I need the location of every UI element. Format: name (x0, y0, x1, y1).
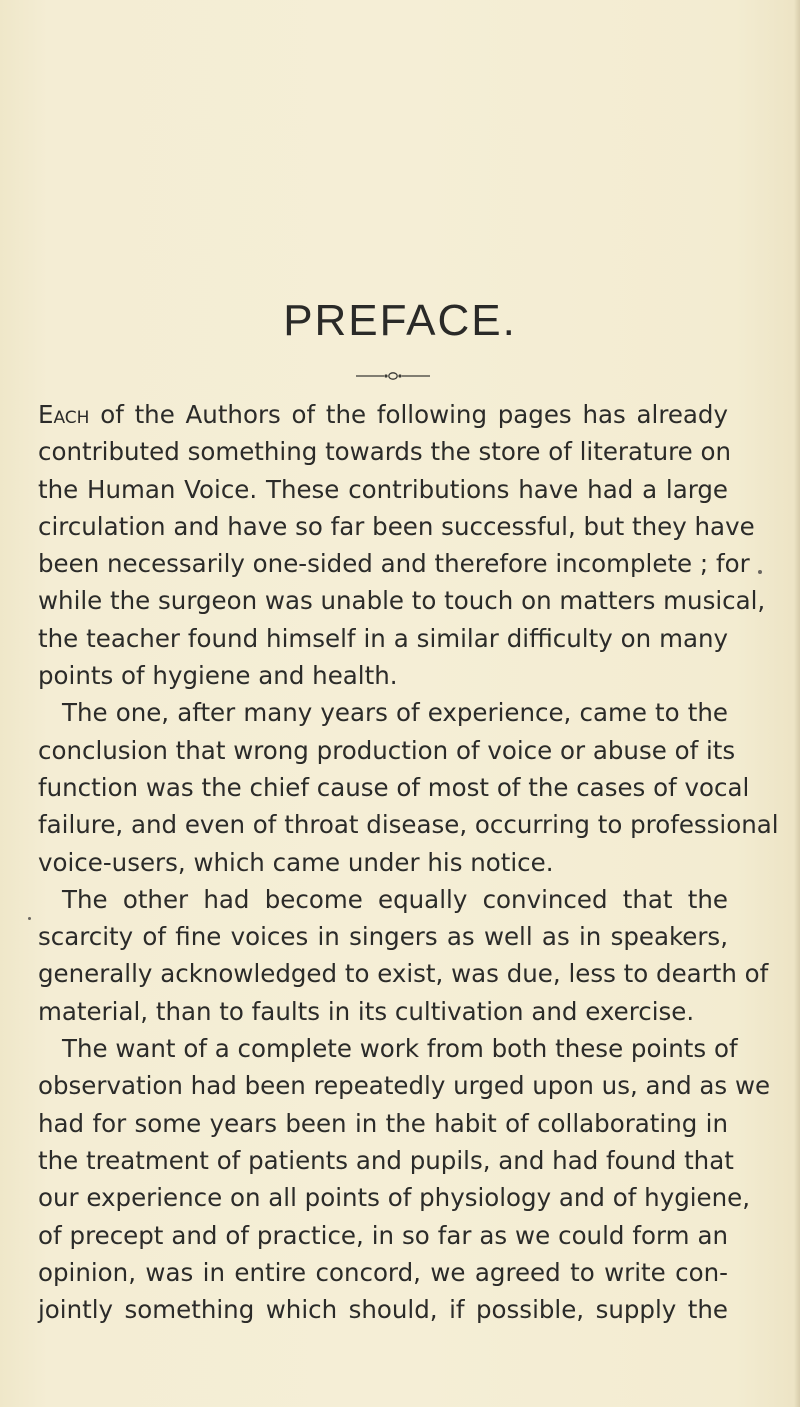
margin-speck (758, 570, 762, 574)
text-line: generally acknowledged to exist, was due, less to dearth of (38, 959, 769, 989)
text-line: Each of the Authors of the following pages has already (38, 400, 728, 429)
text-line: function was the chief cause of most of the cases of vocal (38, 772, 750, 802)
text-line: of precept and of practice, in so far as we could form an (38, 1220, 728, 1250)
text-line: our experience on all points of physiology and of hygiene, (38, 1183, 751, 1213)
paragraph-3 (38, 881, 769, 1030)
page-title: PREFACE. (283, 296, 517, 345)
drop-lead-word: Each (38, 400, 90, 429)
text-line: observation had been repeatedly urged upon us, and as we (38, 1071, 771, 1101)
text-line: been necessarily one-sided and therefore incomplete ; for (38, 549, 750, 579)
text-line: jointly something which should, if possible, supply the (38, 1295, 728, 1325)
text-line: points of hygiene and health. (38, 661, 398, 691)
text-line: conclusion that wrong production of voice or abuse of its (38, 735, 736, 765)
paragraph-1 (38, 396, 766, 694)
text-line: while the surgeon was unable to touch on matters musical, (38, 586, 766, 616)
text-line: the teacher found himself in a similar difficulty on many (38, 623, 728, 653)
text-line: The other had become equally convinced that the (62, 884, 728, 914)
page-edge-shadow (794, 0, 800, 1407)
ornament-divider-icon (356, 370, 430, 382)
text-line: The want of a complete work from both these points of (62, 1034, 738, 1064)
margin-speck (28, 917, 31, 920)
preface-body (38, 396, 779, 1328)
paragraph-4 (38, 1030, 771, 1328)
text-line: material, than to faults in its cultivation and exercise. (38, 996, 695, 1026)
text-line: contributed something towards the store of literature on (38, 437, 732, 467)
text-line: scarcity of fine voices in singers as well as in speakers, (38, 922, 728, 952)
text-line: The one, after many years of experience, came to the (62, 698, 728, 728)
text-line: opinion, was in entire concord, we agreed to write con- (38, 1257, 728, 1287)
text-line: failure, and even of throat disease, occurring to professional (38, 810, 779, 840)
text-line: the Human Voice. These contributions have had a large (38, 474, 728, 504)
text-line: had for some years been in the habit of collaborating in (38, 1108, 728, 1138)
text-line: the treatment of patients and pupils, and had found that (38, 1145, 734, 1175)
paragraph-2 (38, 694, 779, 880)
text-line: circulation and have so far been successful, but they have (38, 511, 755, 541)
text-line: voice-users, which came under his notice. (38, 847, 554, 877)
